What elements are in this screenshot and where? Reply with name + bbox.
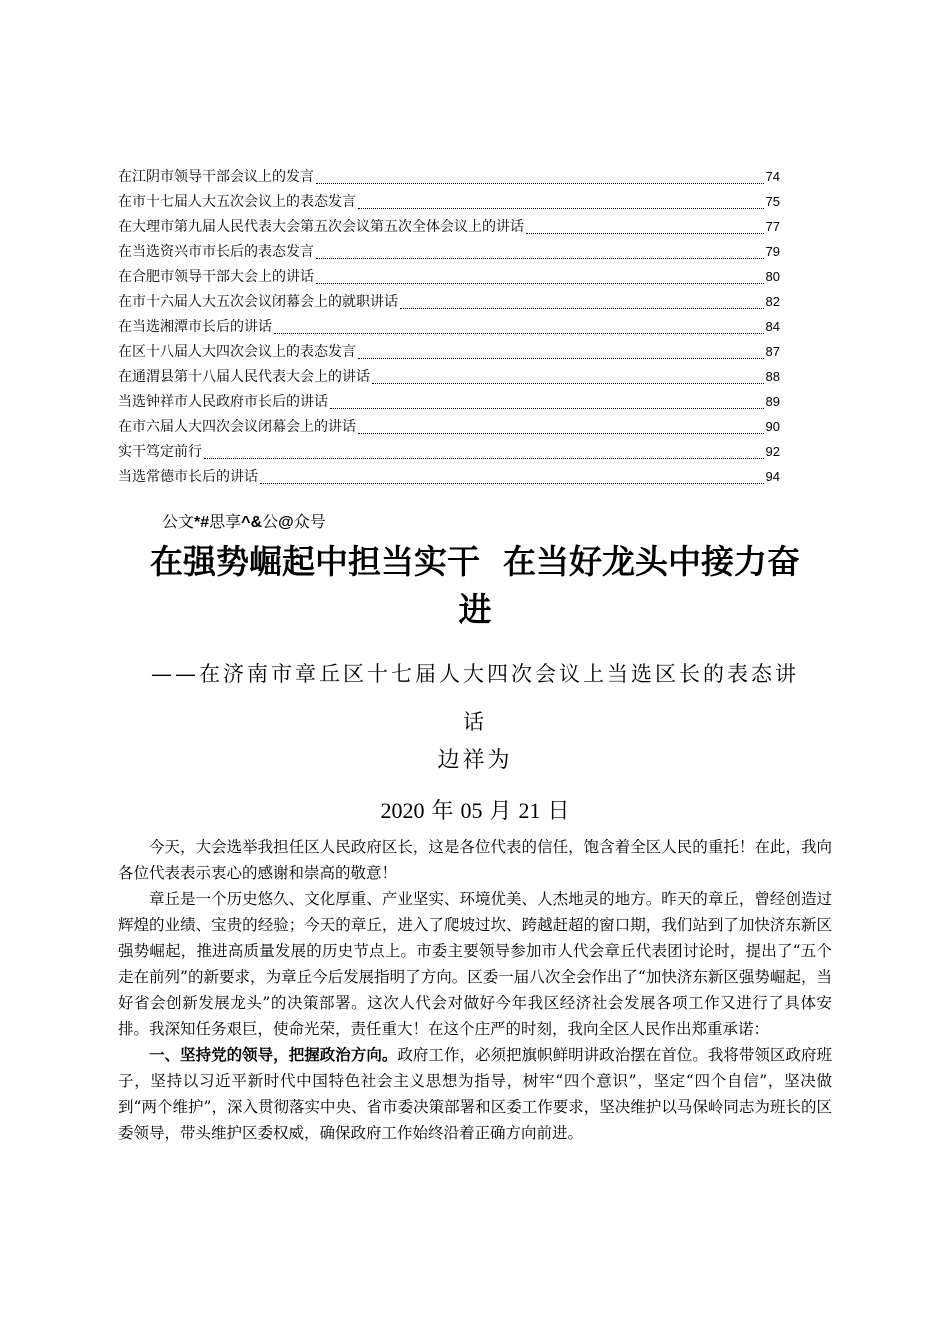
source-part: 思享 xyxy=(209,512,242,531)
toc-entry-title: 在市十六届人大五次会议闭幕会上的就职讲话 xyxy=(118,294,398,310)
toc-entry-page: 92 xyxy=(765,444,780,459)
toc-entry-page: 88 xyxy=(765,369,780,384)
toc-entry[interactable] xyxy=(118,389,780,414)
toc-dot-leader xyxy=(274,333,764,334)
toc-entry[interactable] xyxy=(118,339,780,364)
toc-dot-leader xyxy=(372,383,764,384)
source-symbol: @ xyxy=(278,514,294,531)
toc-dot-leader xyxy=(358,358,764,359)
toc-dot-leader xyxy=(358,208,764,209)
source-part: 公文 xyxy=(162,512,195,531)
toc-dot-leader xyxy=(526,233,764,234)
date-month: 05 xyxy=(460,798,483,823)
body-paragraph: 今天，大会选举我担任区人民政府区长，这是各位代表的信任，饱含着全区人民的重托！在此，我向各位代表表示衷心的感谢和崇高的敬意！ xyxy=(118,838,832,882)
toc-entry-title: 在当选资兴市市长后的表态发言 xyxy=(118,244,314,260)
toc-entry-title: 在市六届人大四次会议闭幕会上的讲话 xyxy=(118,419,356,435)
toc-entry[interactable] xyxy=(118,239,780,264)
toc-entry[interactable] xyxy=(118,164,780,189)
toc-entry-page: 90 xyxy=(765,419,780,434)
source-part: 众号 xyxy=(293,512,326,531)
article-date xyxy=(118,794,832,829)
toc-entry[interactable] xyxy=(118,439,780,464)
toc-entry-page: 94 xyxy=(765,469,780,484)
body-paragraph: 章丘是一个历史悠久、文化厚重、产业坚实、环境优美、人杰地灵的地方。昨天的章丘，曾经创造过辉煌的业绩、宝贵的经验；今天的章丘，进入了爬坡过坎、跨越赶超的窗口期，我们站到了加快济东新区强势崛起，推进高质量发展的历史节点上。市委主要领导参加市人代会章丘代表团讨论时，提出了“五个走在前列”的新要求，为章丘今后发展指明了方向。区委一届八次全会作出了“加快济东新区强势崛起，当好省会创新发展龙头”的决策部署。这次人代会对做好今年我区经济社会发展各项工作又进行了具体安排。我深知任务艰巨，使命光荣，责任重大！在这个庄严的时刻，我向全区人民作出郑重承诺： xyxy=(118,890,832,1038)
article-title-line: 在强势崛起中担当实干 在当好龙头中接力奋 xyxy=(150,542,800,581)
toc-entry-page: 75 xyxy=(765,194,780,209)
author-name: 边祥为 xyxy=(437,748,513,773)
toc-dot-leader xyxy=(316,283,764,284)
article-title xyxy=(118,538,832,634)
toc-entry-page: 79 xyxy=(765,244,780,259)
article-subtitle-line: ——在济南市章丘区十七届人大四次会议上当选区长的表态讲 xyxy=(151,662,799,686)
toc-dot-leader xyxy=(260,483,764,484)
toc-entry[interactable] xyxy=(118,189,780,214)
toc-dot-leader xyxy=(316,183,764,184)
article-subtitle-line: 话 xyxy=(463,710,487,734)
toc-entry-title: 在大理市第九届人民代表大会第五次会议第五次全体会议上的讲话 xyxy=(118,219,524,235)
point-heading: 一、坚持党的领导，把握政治方向。 xyxy=(149,1046,398,1064)
body-paragraph xyxy=(118,1042,832,1146)
toc-dot-leader xyxy=(330,408,764,409)
date-month-char: 月 xyxy=(489,799,512,824)
toc-entry[interactable] xyxy=(118,314,780,339)
source-symbol: ^& xyxy=(241,514,263,531)
toc-entry-title: 在市十七届人大五次会议上的表态发言 xyxy=(118,194,356,210)
toc-entry-page: 77 xyxy=(765,219,780,234)
table-of-contents xyxy=(118,164,780,489)
date-year-char: 年 xyxy=(431,799,454,824)
toc-entry-title: 在当选湘潭市长后的讲话 xyxy=(118,319,272,335)
toc-entry[interactable] xyxy=(118,464,780,489)
date-day: 21 xyxy=(518,798,541,823)
toc-entry-title: 当选钟祥市人民政府市长后的讲话 xyxy=(118,394,328,410)
article-title-line: 进 xyxy=(458,590,492,629)
toc-entry[interactable] xyxy=(118,214,780,239)
point-text: 政府工作，必须把旗帜鲜明讲政治摆在首位。我将带领区政府班子，坚持以习近平新时代中国特色社会主义思想为指导，树牢“四个意识”，坚定“四个自信”，坚决做到“两个维护”，深入贯彻落实中央、省市委决策部署和区委工作要求，坚决维护以马保岭同志为班长的区委领导，带头维护区委权威，确保政府工作始终沿着正确方向前进。 xyxy=(118,1046,832,1142)
toc-entry[interactable] xyxy=(118,289,780,314)
toc-entry-title: 实干笃定前行 xyxy=(118,444,202,460)
article-body xyxy=(118,834,832,1146)
toc-entry-page: 82 xyxy=(765,294,780,309)
toc-entry-page: 87 xyxy=(765,344,780,359)
toc-entry[interactable] xyxy=(118,364,780,389)
toc-entry-title: 在通渭县第十八届人民代表大会上的讲话 xyxy=(118,369,370,385)
source-part: 公 xyxy=(262,512,279,531)
toc-entry-title: 在合肥市领导干部大会上的讲话 xyxy=(118,269,314,285)
toc-dot-leader xyxy=(204,458,764,459)
toc-dot-leader xyxy=(400,308,764,309)
date-year: 2020 xyxy=(380,798,425,823)
toc-entry-page: 84 xyxy=(765,319,780,334)
toc-dot-leader xyxy=(316,258,764,259)
source-symbol: *# xyxy=(194,514,210,531)
toc-entry-title: 在区十八届人大四次会议上的表态发言 xyxy=(118,344,356,360)
toc-entry-page: 74 xyxy=(765,169,780,184)
toc-entry-title: 在江阴市领导干部会议上的发言 xyxy=(118,169,314,185)
toc-dot-leader xyxy=(358,433,764,434)
date-day-char: 日 xyxy=(547,799,570,824)
toc-entry[interactable] xyxy=(118,264,780,289)
toc-entry-title: 当选常德市长后的讲话 xyxy=(118,469,258,485)
article-subtitle xyxy=(118,650,832,746)
toc-entry-page: 80 xyxy=(765,269,780,284)
toc-entry-page: 89 xyxy=(765,394,780,409)
toc-entry[interactable] xyxy=(118,414,780,439)
source-line xyxy=(162,512,326,533)
